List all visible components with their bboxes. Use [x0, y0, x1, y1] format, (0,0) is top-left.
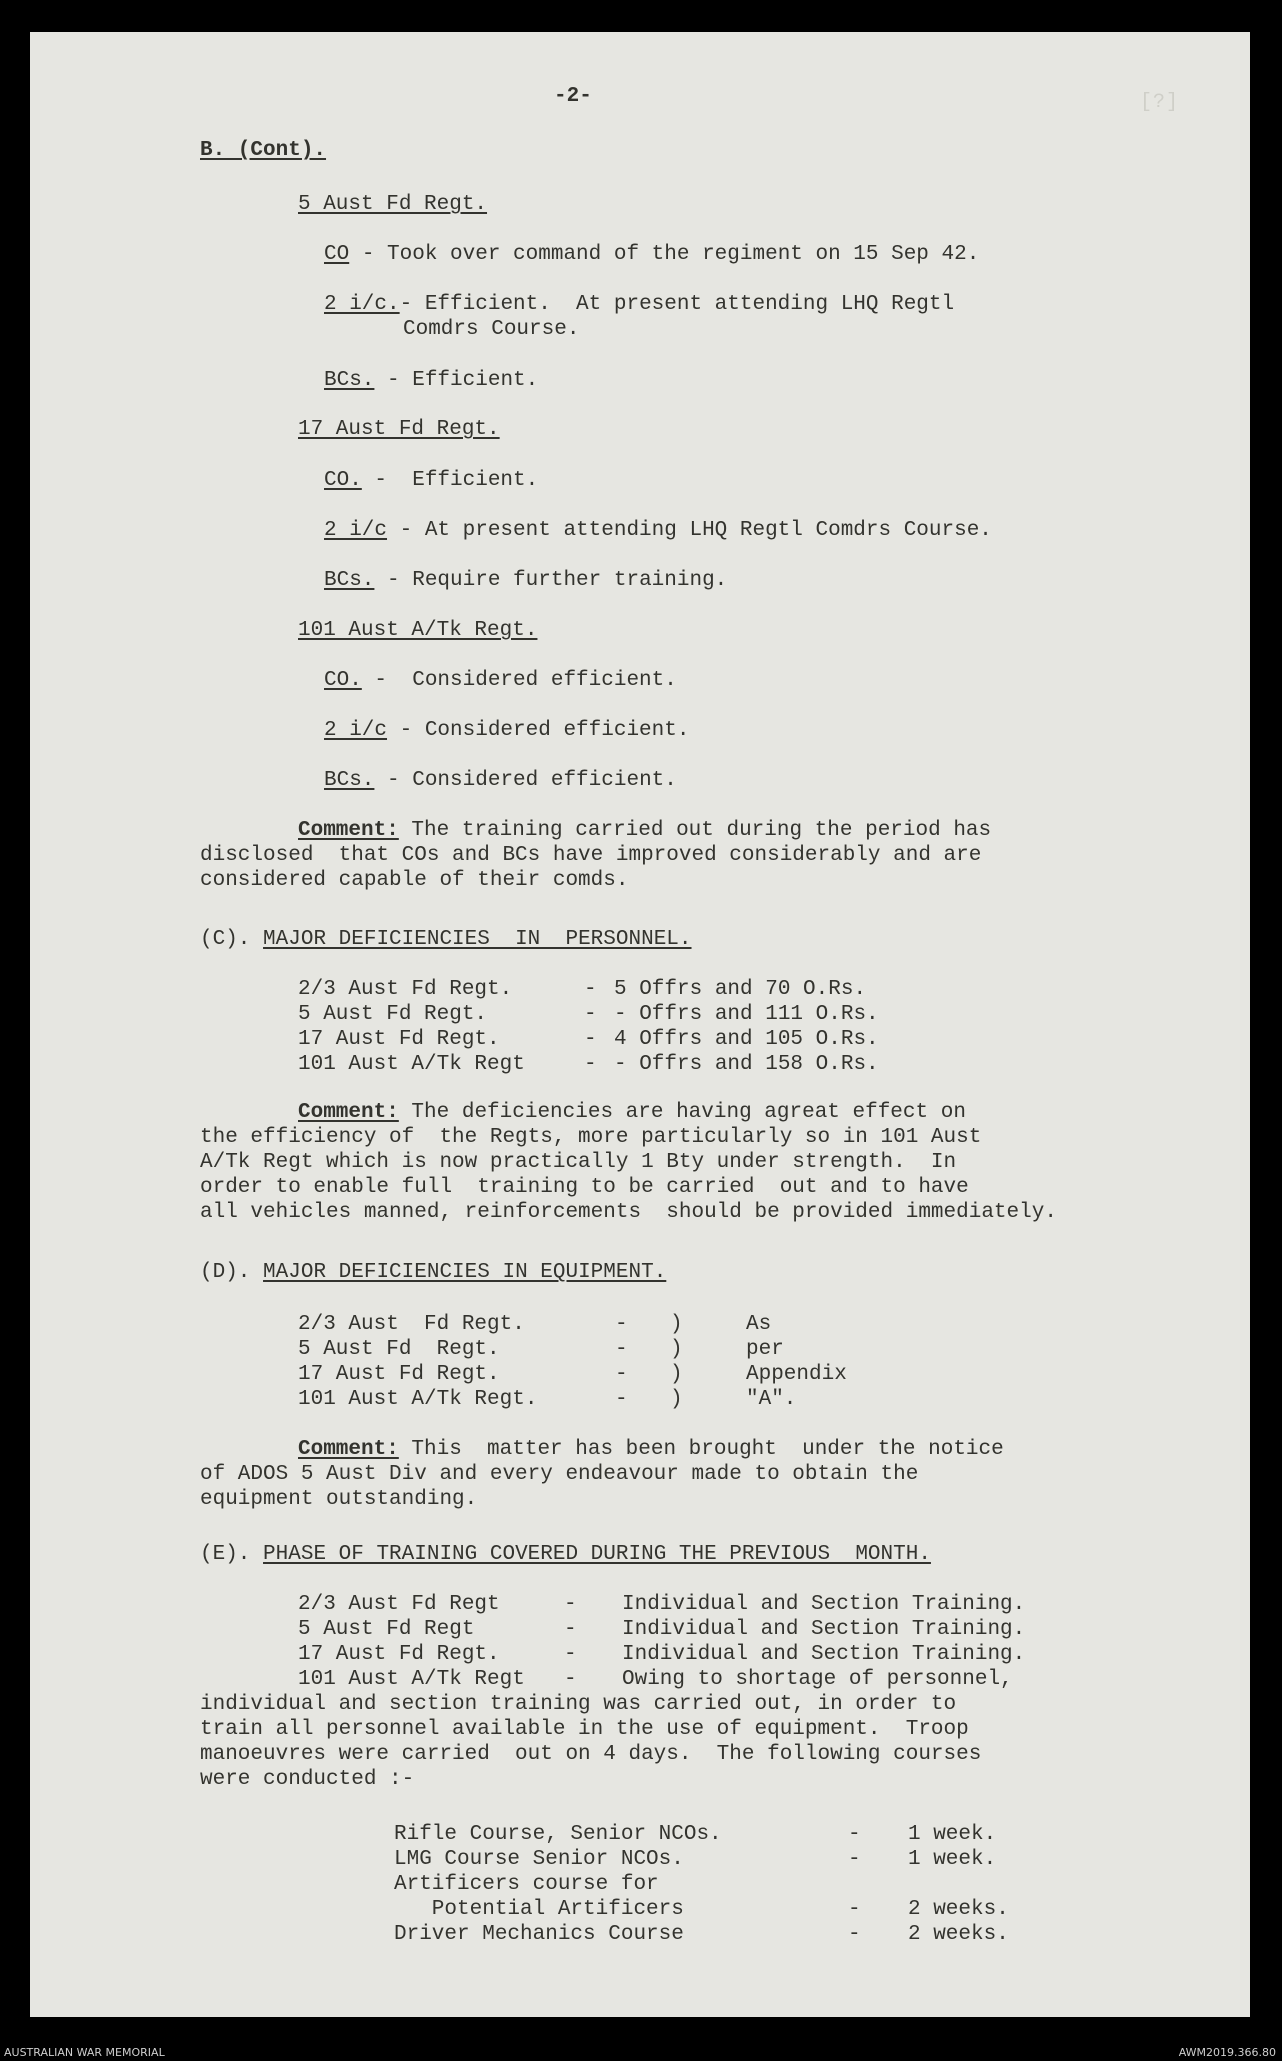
course-name: Artificers course for: [394, 1873, 659, 1896]
document-page: [30, 32, 1250, 2017]
comment-line: the efficiency of the Regts, more particularly so in 101 Aust: [200, 1126, 982, 1149]
course-dash: -: [848, 1898, 861, 1921]
training-unit: 2/3 Aust Fd Regt: [298, 1593, 500, 1616]
personnel-dash: -: [584, 1003, 597, 1026]
training-unit: 17 Aust Fd Regt.: [298, 1643, 500, 1666]
footer-accession-number: AWM2019.366.80: [1178, 2046, 1276, 2059]
training-phase: Individual and Section Training.: [622, 1593, 1026, 1616]
course-name: Rifle Course, Senior NCOs.: [394, 1823, 722, 1846]
equipment-brace: ): [670, 1363, 683, 1386]
course-dash: -: [848, 1923, 861, 1946]
personnel-unit: 5 Aust Fd Regt.: [298, 1003, 488, 1026]
personnel-deficiency: 4 Offrs and 105 O.Rs.: [614, 1028, 879, 1051]
training-unit: 101 Aust A/Tk Regt: [298, 1668, 525, 1691]
personnel-unit: 17 Aust Fd Regt.: [298, 1028, 500, 1051]
training-phase: Individual and Section Training.: [622, 1618, 1026, 1641]
entry-2ic: 2 i/c - Considered efficient.: [324, 719, 690, 742]
equipment-brace: ): [670, 1338, 683, 1361]
training-unit: 5 Aust Fd Regt: [298, 1618, 475, 1641]
personnel-deficiency: - Offrs and 158 O.Rs.: [614, 1053, 879, 1076]
equipment-unit: 2/3 Aust Fd Regt.: [298, 1313, 525, 1336]
course-name: Driver Mechanics Course: [394, 1923, 684, 1946]
section-b-heading: B. (Cont).: [200, 139, 327, 162]
equipment-unit: 5 Aust Fd Regt.: [298, 1338, 500, 1361]
section-d-heading: (D). MAJOR DEFICIENCIES IN EQUIPMENT.: [200, 1261, 667, 1284]
paragraph-line: individual and section training was carried out, in order to: [200, 1693, 957, 1716]
comment-line: considered capable of their comds.: [200, 869, 629, 892]
entry-co: CO. - Considered efficient.: [324, 669, 677, 692]
page-number: -2-: [554, 85, 592, 108]
equipment-brace: ): [670, 1388, 683, 1411]
paragraph-line: train all personnel available in the use of equipment. Troop: [200, 1718, 969, 1741]
document-body: [30, 32, 1250, 2017]
equipment-dash: -: [615, 1338, 628, 1361]
entry-2ic: 2 i/c - At present attending LHQ Regtl Comdrs Course.: [324, 519, 992, 542]
personnel-deficiency: - Offrs and 111 O.Rs.: [614, 1003, 879, 1026]
comment-line: all vehicles manned, reinforcements should be provided immediately.: [200, 1201, 1057, 1224]
equipment-dash: -: [615, 1388, 628, 1411]
comment-first-line: Comment: This matter has been brought under the notice: [298, 1438, 1004, 1461]
course-duration: 1 week.: [908, 1848, 997, 1871]
course-duration: 1 week.: [908, 1823, 997, 1846]
comment-first-line: Comment: The training carried out during the period has: [298, 819, 992, 842]
unit-heading-5-aust-fd-regt: 5 Aust Fd Regt.: [298, 193, 488, 216]
equipment-unit: 101 Aust A/Tk Regt.: [298, 1388, 538, 1411]
entry-2ic-continuation: Comdrs Course.: [403, 318, 580, 341]
unit-heading-101-aust-atk-regt: 101 Aust A/Tk Regt.: [298, 619, 538, 642]
personnel-dash: -: [584, 978, 597, 1001]
section-c-heading: (C). MAJOR DEFICIENCIES IN PERSONNEL.: [200, 928, 692, 951]
equipment-note: per: [746, 1338, 784, 1361]
entry-co: CO. - Efficient.: [324, 469, 539, 492]
equipment-note: "A".: [746, 1388, 797, 1411]
equipment-note: As: [746, 1313, 772, 1336]
training-dash: -: [564, 1668, 577, 1691]
comment-line: disclosed that COs and BCs have improved considerably and are: [200, 844, 982, 867]
entry-2ic: 2 i/c.- Efficient. At present attending LHQ Regtl: [324, 293, 955, 316]
comment-line: A/Tk Regt which is now practically 1 Bty under strength. In: [200, 1151, 957, 1174]
personnel-dash: -: [584, 1028, 597, 1051]
personnel-deficiency: 5 Offrs and 70 O.Rs.: [614, 978, 867, 1001]
comment-line: order to enable full training to be carried out and to have: [200, 1176, 969, 1199]
course-dash: -: [848, 1848, 861, 1871]
course-name: LMG Course Senior NCOs.: [394, 1848, 684, 1871]
comment-line: of ADOS 5 Aust Div and every endeavour made to obtain the: [200, 1463, 919, 1486]
equipment-unit: 17 Aust Fd Regt.: [298, 1363, 500, 1386]
course-duration: 2 weeks.: [908, 1898, 1009, 1921]
course-duration: 2 weeks.: [908, 1923, 1009, 1946]
personnel-unit: 2/3 Aust Fd Regt.: [298, 978, 513, 1001]
personnel-dash: -: [584, 1053, 597, 1076]
training-dash: -: [564, 1618, 577, 1641]
equipment-dash: -: [615, 1363, 628, 1386]
equipment-brace: ): [670, 1313, 683, 1336]
unit-heading-17-aust-fd-regt: 17 Aust Fd Regt.: [298, 418, 500, 441]
section-e-heading: (E). PHASE OF TRAINING COVERED DURING THE PREVIOUS MONTH.: [200, 1543, 931, 1566]
entry-bcs: BCs. - Require further training.: [324, 569, 728, 592]
personnel-unit: 101 Aust A/Tk Regt: [298, 1053, 525, 1076]
course-dash: -: [848, 1823, 861, 1846]
entry-co: CO - Took over command of the regiment on 15 Sep 42.: [324, 243, 980, 266]
training-dash: -: [564, 1643, 577, 1666]
training-dash: -: [564, 1593, 577, 1616]
entry-bcs: BCs. - Efficient.: [324, 369, 539, 392]
archive-stamp: [?]: [1140, 91, 1180, 114]
entry-bcs: BCs. - Considered efficient.: [324, 769, 677, 792]
footer-institution: AUSTRALIAN WAR MEMORIAL: [4, 2046, 165, 2059]
equipment-dash: -: [615, 1313, 628, 1336]
comment-first-line: Comment: The deficiencies are having agreat effect on: [298, 1101, 966, 1124]
training-phase: Individual and Section Training.: [622, 1643, 1026, 1666]
equipment-note: Appendix: [746, 1363, 847, 1386]
training-phase: Owing to shortage of personnel,: [622, 1668, 1013, 1691]
course-name: Potential Artificers: [394, 1898, 684, 1921]
paragraph-line: were conducted :-: [200, 1768, 415, 1791]
comment-line: equipment outstanding.: [200, 1488, 478, 1511]
paragraph-line: manoeuvres were carried out on 4 days. The following courses: [200, 1743, 982, 1766]
